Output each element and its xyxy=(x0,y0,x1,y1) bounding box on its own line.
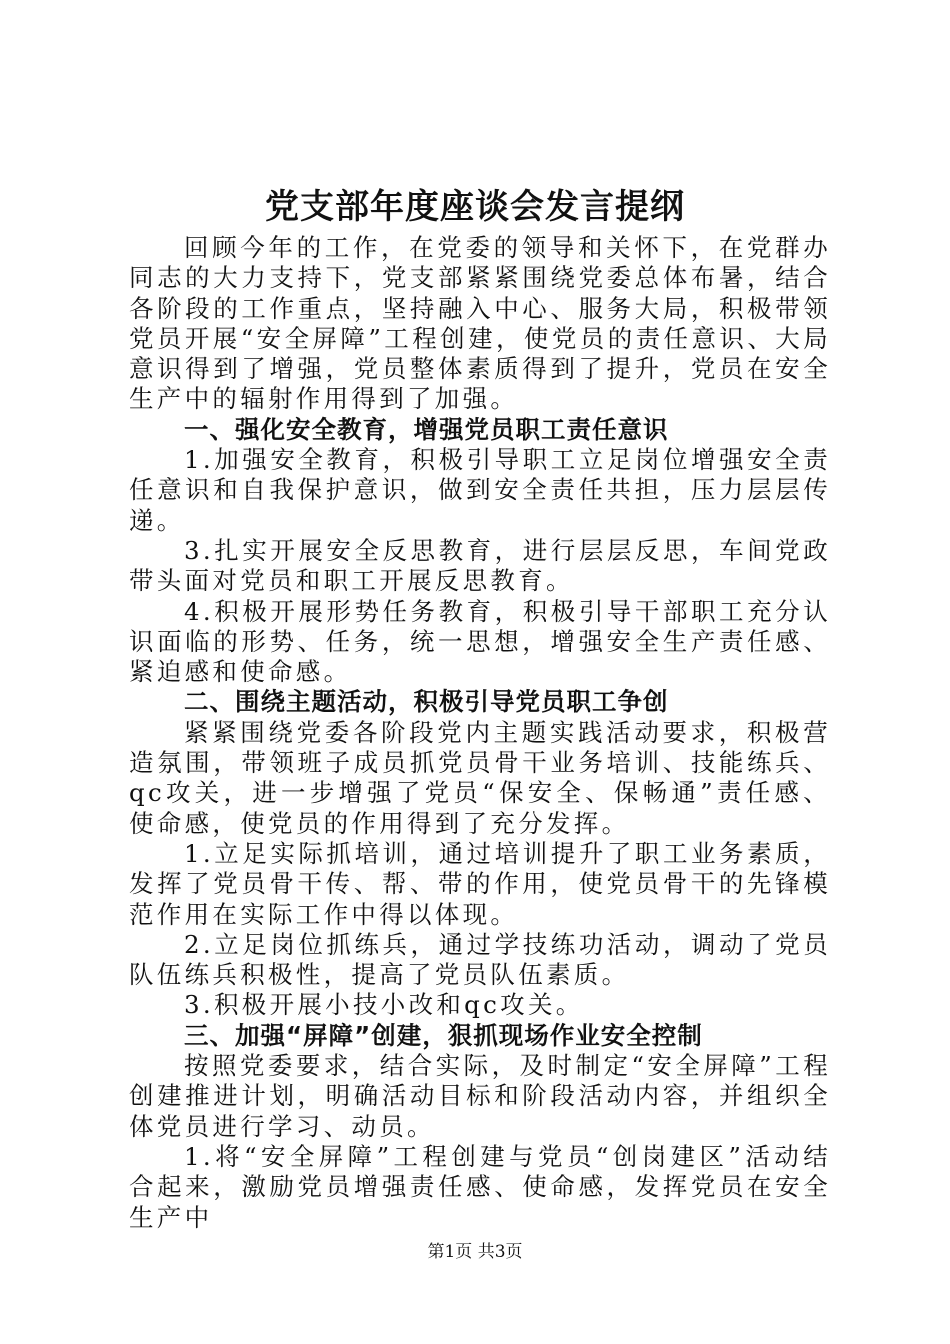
document-title: 党支部年度座谈会发言提纲 xyxy=(265,187,685,227)
section-2-item-1: 1.立足实际抓培训，通过培训提升了职工业务素质，发挥了党员骨干传、帮、带的作用，使党员骨干的先锋模范作用在实际工作中得以体现。 xyxy=(129,838,831,929)
section-heading-2: 二、围绕主题活动，积极引导党员职工争创 xyxy=(184,687,669,717)
section-3-item-1: 1.将“安全屏障”工程创建与党员“创岗建区”活动结合起来，激励党员增强责任感、使命感，发挥党员在安全生产中 xyxy=(129,1141,831,1232)
section-1-item-3: 3.扎实开展安全反思教育，进行层层反思，车间党政带头面对党员和职工开展反思教育。 xyxy=(129,535,831,596)
intro-paragraph: 回顾今年的工作，在党委的领导和关怀下，在党群办同志的大力支持下，党支部紧紧围绕党委总体布暑，结合各阶段的工作重点，坚持融入中心、服务大局，积极带领党员开展“安全屏障”工程创建，使党员的责任意识、大局意识得到了增强，党员整体素质得到了提升，党员在安全生产中的辐射作用得到了加强。 xyxy=(129,233,831,414)
section-heading-3: 三、加强“屏障”创建，狠抓现场作业安全控制 xyxy=(184,1020,703,1050)
document-body xyxy=(129,233,831,1233)
section-1-item-1: 1.加强安全教育，积极引导职工立足岗位增强安全责任意识和自我保护意识，做到安全责任共担，压力层层传递。 xyxy=(129,445,831,535)
page-footer: 第1页 共3页 xyxy=(427,1242,523,1262)
section-heading-1: 一、强化安全教育，增强党员职工责任意识 xyxy=(184,414,669,444)
section-2-item-3: 3.积极开展小技小改和qc攻关。 xyxy=(184,990,584,1020)
section-2-intro: 紧紧围绕党委各阶段党内主题实践活动要求，积极营造氛围，带领班子成员抓党员骨干业务培训、技能练兵、qc攻关，进一步增强了党员“保安全、保畅通”责任感、使命感，使党员的作用得到了充分发挥。 xyxy=(129,717,831,838)
section-3-intro: 按照党委要求，结合实际，及时制定“安全屏障”工程创建推进计划，明确活动目标和阶段活动内容，并组织全体党员进行学习、动员。 xyxy=(129,1051,831,1141)
section-1-item-4: 4.积极开展形势任务教育，积极引导干部职工充分认识面临的形势、任务，统一思想，增强安全生产责任感、紧迫感和使命感。 xyxy=(129,596,831,687)
section-2-item-2: 2.立足岗位抓练兵，通过学技练功活动，调动了党员队伍练兵积极性，提高了党员队伍素质。 xyxy=(129,929,831,990)
